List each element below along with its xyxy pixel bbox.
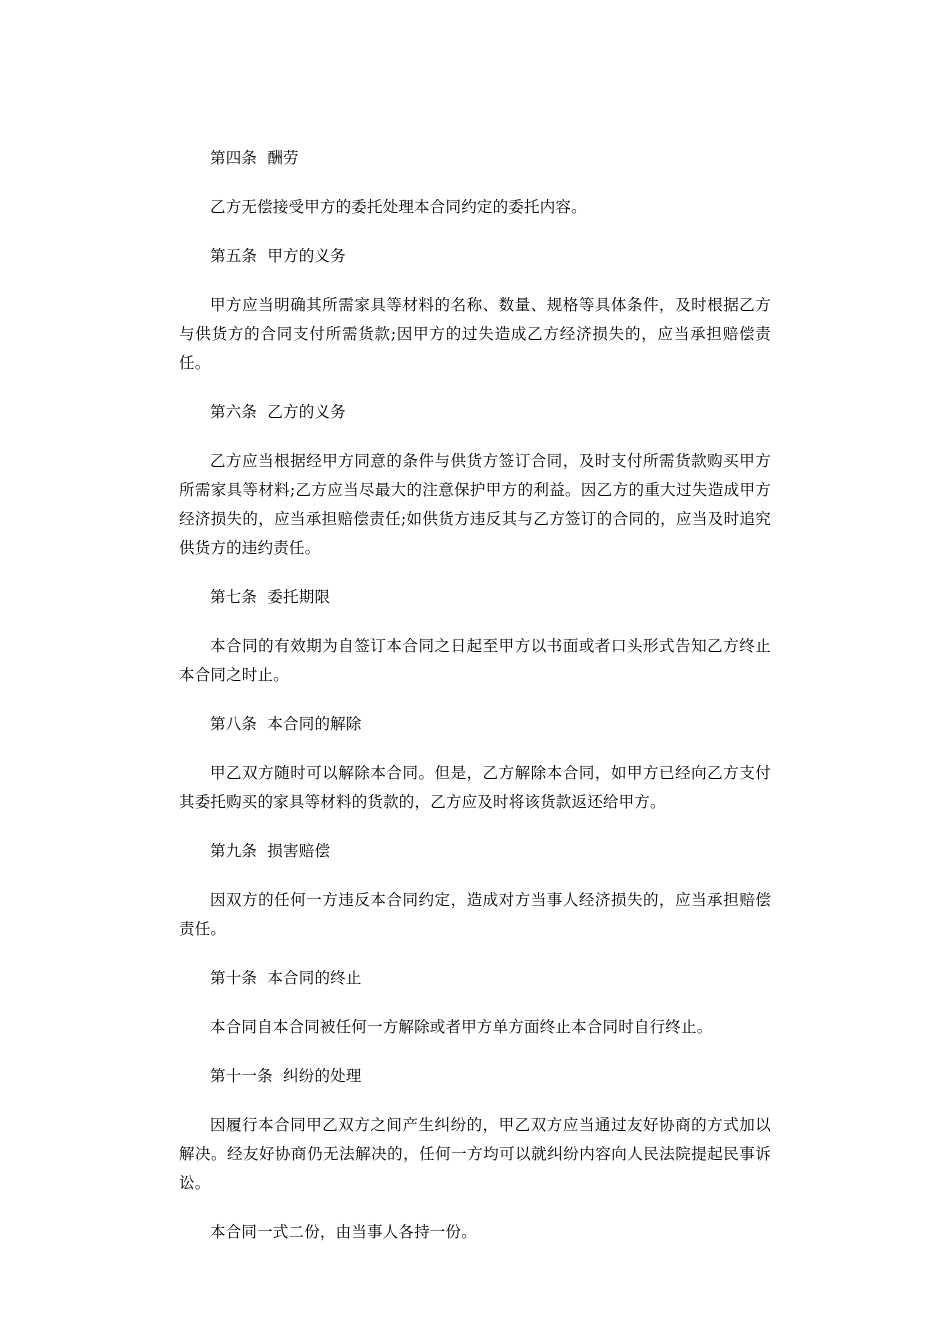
- closing-statement: 本合同一式二份，由当事人各持一份。: [210, 1223, 477, 1241]
- section-heading-10: 第十条 本合同的终止: [210, 969, 362, 987]
- section-body-6: 乙方应当根据经甲方同意的条件与供货方签订合同，及时支付所需货款购买甲方所需家具等材料;乙方应当尽最大的注意保护甲方的利益。因乙方的重大过失造成甲方经济损失的，应当承担赔偿责任;如供货方违反其与乙方签订的合同的，应当及时追究供货方的违约责任。: [179, 452, 771, 557]
- section-heading-9: 第九条 损害赔偿: [210, 842, 331, 860]
- section-heading-11: 第十一条 纠纷的处理: [210, 1067, 362, 1085]
- section-heading-4: 第四条 酬劳: [210, 149, 299, 167]
- section-body-11: 因履行本合同甲乙双方之间产生纠纷的，甲乙双方应当通过友好协商的方式加以解决。经友好协商仍无法解决的，任何一方均可以就纠纷内容向人民法院提起民事诉讼。: [179, 1116, 771, 1192]
- section-body-9: 因双方的任何一方违反本合同约定，造成对方当事人经济损失的，应当承担赔偿责任。: [179, 891, 771, 938]
- section-heading-6: 第六条 乙方的义务: [210, 403, 346, 421]
- section-body-10: 本合同自本合同被任何一方解除或者甲方单方面终止本合同时自行终止。: [210, 1018, 713, 1036]
- section-body-4: 乙方无偿接受甲方的委托处理本合同约定的委托内容。: [210, 198, 587, 216]
- section-body-8: 甲乙双方随时可以解除本合同。但是，乙方解除本合同，如甲方已经向乙方支付其委托购买的家具等材料的货款的，乙方应及时将该货款返还给甲方。: [179, 764, 771, 811]
- section-heading-8: 第八条 本合同的解除: [210, 715, 362, 733]
- contract-page: [179, 144, 771, 1247]
- section-body-7: 本合同的有效期为自签订本合同之日起至甲方以书面或者口头形式告知乙方终止本合同之时止。: [179, 637, 771, 684]
- section-heading-5: 第五条 甲方的义务: [210, 247, 346, 265]
- section-body-5: 甲方应当明确其所需家具等材料的名称、数量、规格等具体条件，及时根据乙方与供货方的合同支付所需货款;因甲方的过失造成乙方经济损失的，应当承担赔偿责任。: [179, 296, 771, 372]
- section-heading-7: 第七条 委托期限: [210, 588, 331, 606]
